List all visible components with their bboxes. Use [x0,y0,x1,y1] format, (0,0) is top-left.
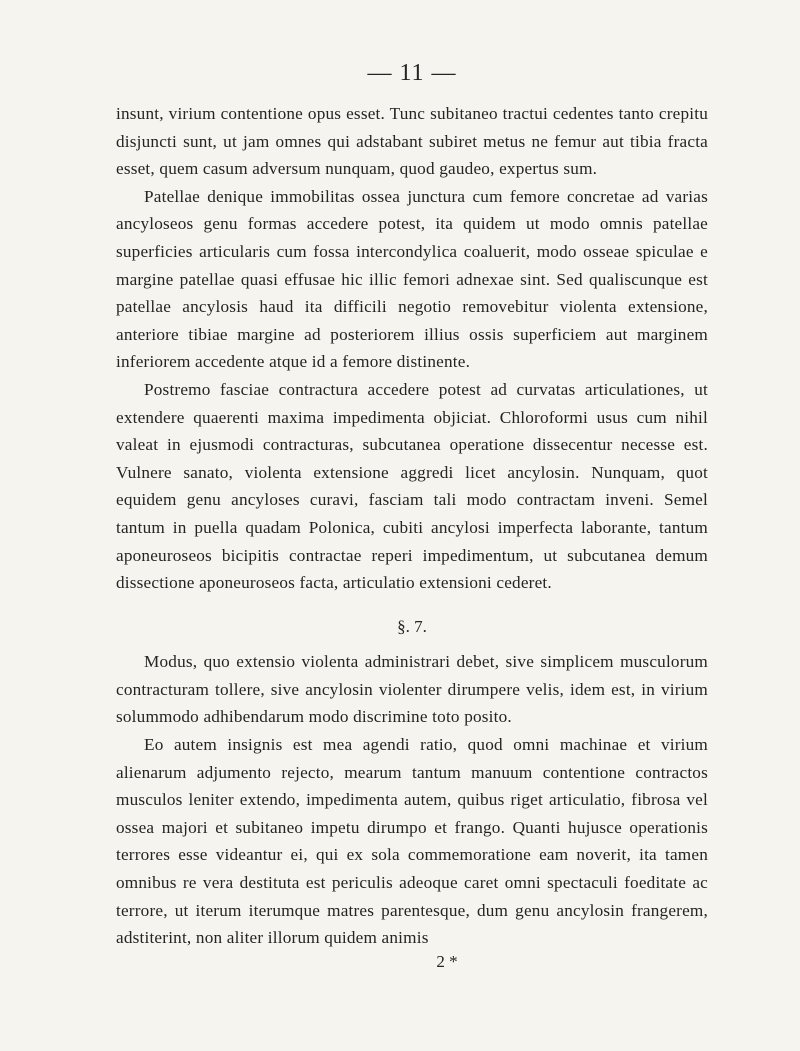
paragraph-1: insunt, virium contentione opus esset. Tunc subitaneo tractui cedentes tanto crepitu disjuncti sunt, ut jam omnes qui adstabant subiret metus ne femur aut tibia fracta esset, quem casum adversum nunquam, quod gaudeo, expertus sum. [116,104,708,179]
signature-mark: 2 * [436,951,458,971]
page-number-header: — 11 — [367,60,457,86]
paragraph-2: Patellae denique immobilitas ossea junctura cum femore concretae ad varias ancyloseos genu formas accedere potest, ita quidem ut modo omnis patellae superficies articularis cum fossa intercondylica coaluerit, modo osseae spiculae e margine patellae quasi effusae hic illic femori adnexae sint. Sed qualiscunque est patellae ancylosis haud ita difficili negotio removebitur violenta extensione, anteriore tibiae margine ad posteriorem illius ossis superficiem aut marginem inferiorem accedente atque id a femore distinente. [116,186,708,372]
section-heading: §. 7. [397,616,427,636]
paragraph-3: Postremo fasciae contractura accedere potest ad curvatas articulationes, ut extendere quaerenti maxima impedimenta objiciat. Chloroformi usus cum nihil valeat in ejusmodi contracturas, subcutanea operatione dissecentur necesse est. Vulnere sanato, violenta extensione aggredi licet ancylosin. Nunquam, quot equidem genu ancyloses curavi, fasciam tali modo contractam inveni. Semel tantum in puella quadam Polonica, cubiti ancylosi imperfecta laborante, tantum aponeuroseos bicipitis contractae reperi impedimentum, ut subcutanea demum dissectione aponeuroseos facta, articulatio extensioni cederet. [116,379,708,593]
paragraph-4: Modus, quo extensio violenta administrari debet, sive simplicem musculorum contracturam tollere, sive ancylosin violenter dirumpere velis, idem est, in virium solummodo adhibendarum modo discrimine toto posito. [116,652,708,727]
paragraph-5: Eo autem insignis est mea agendi ratio, quod omni machinae et virium alienarum adjumento rejecto, mearum tantum manuum contentione contractos musculos leniter extendo, impedimenta autem, quibus riget articulatio, fibrosa vel ossea majori et subitaneo impetu dirumpo et frango. Quanti hujusce operationis terrores esse videantur ei, qui ex sola commemoratione eam noverit, ita tamen omnibus re vera destituta est periculis adeoque caret omni spectaculi foeditate ac terrore, ut iterum iterumque matres parentesque, dum genu ancylosin frangerem, adstiterint, non aliter illorum quidem animis [116,735,708,948]
